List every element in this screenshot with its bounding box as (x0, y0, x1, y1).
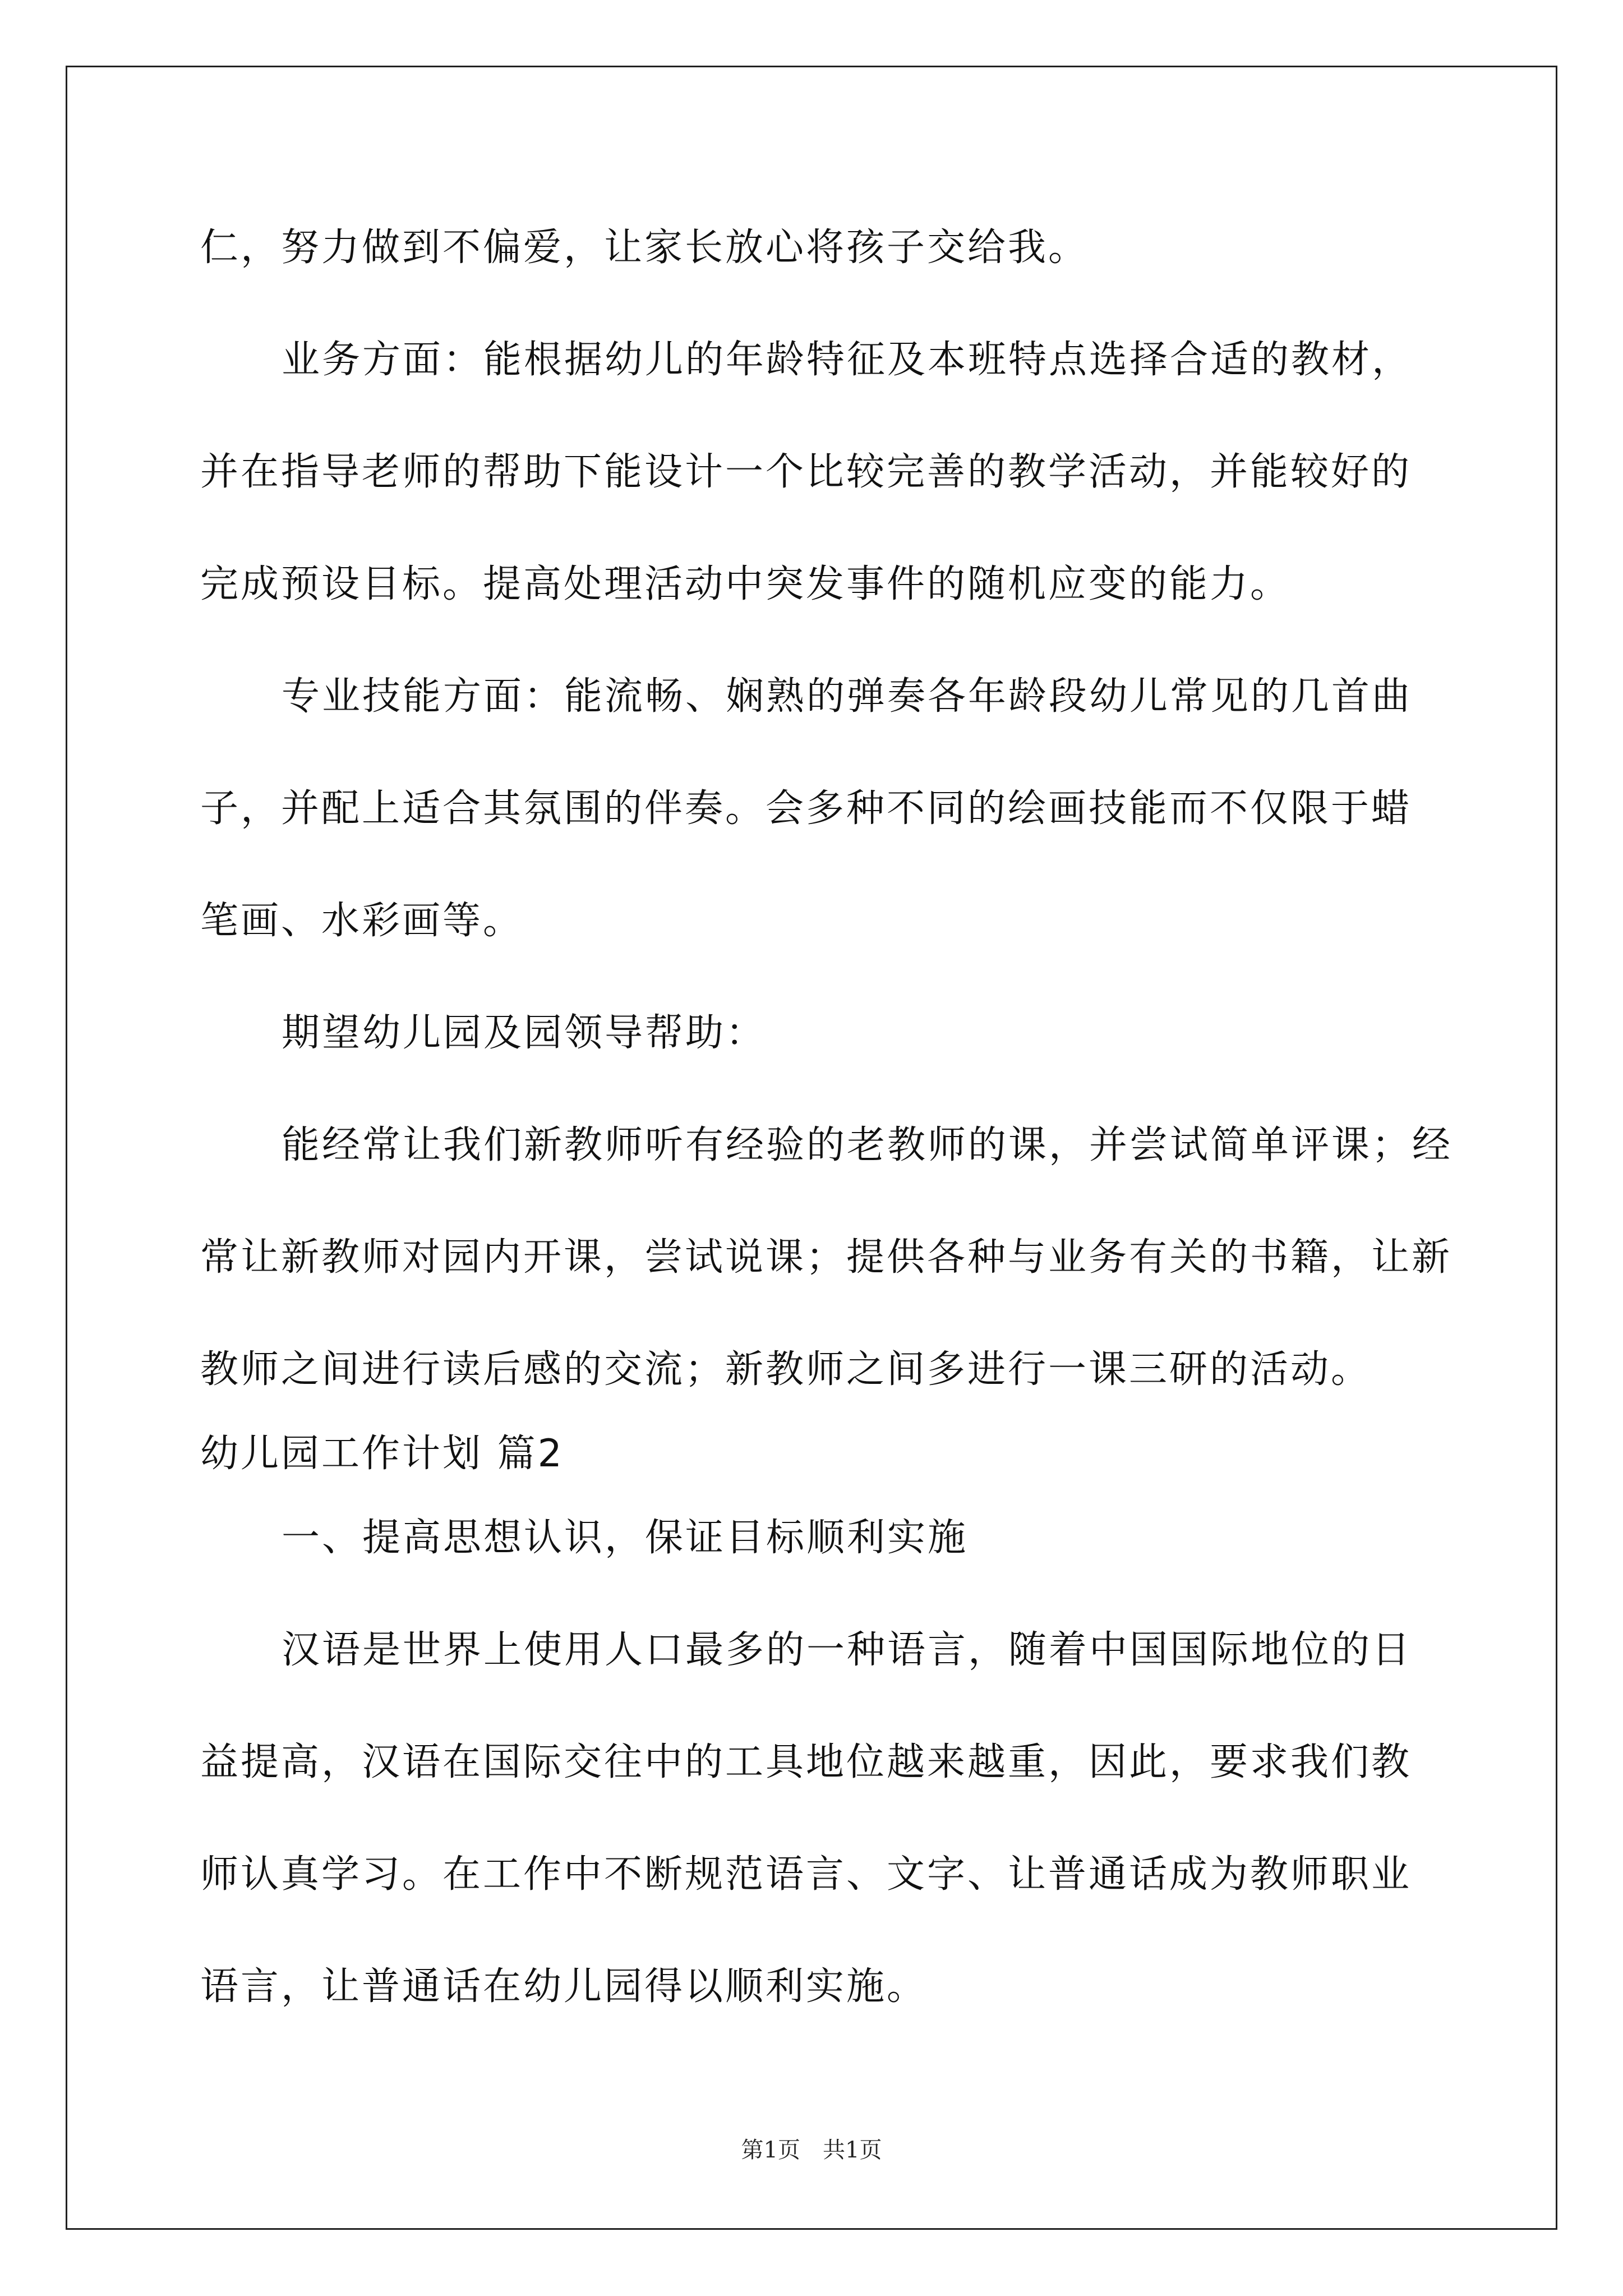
paragraph-line: 专业技能方面：能流畅、娴熟的弹奏各年龄段幼儿常见的几首曲 (282, 674, 1413, 719)
paragraph-line: 汉语是世界上使用人口最多的一种语言，随着中国国际地位的日 (282, 1628, 1413, 1672)
paragraph-line: 常让新教师对园内开课，尝试说课；提供各种与业务有关的书籍，让新 (200, 1235, 1453, 1280)
paragraph-line: 子，并配上适合其氛围的伴奏。会多种不同的绘画技能而不仅限于蜡 (200, 786, 1412, 831)
paragraph-line: 期望幼儿园及园领导帮助： (282, 1011, 767, 1055)
paragraph-line: 笔画、水彩画等。 (200, 899, 524, 943)
paragraph-line: 并在指导老师的帮助下能设计一个比较完善的教学活动，并能较好的 (200, 450, 1412, 494)
paragraph-line: 教师之间进行读后感的交流；新教师之间多进行一课三研的活动。 (200, 1347, 1372, 1392)
section-heading: 幼儿园工作计划 篇2 (200, 1432, 564, 1476)
paragraph-line: 益提高，汉语在国际交往中的工具地位越来越重，因此，要求我们教 (200, 1740, 1412, 1784)
paragraph-line: 完成预设目标。提高处理活动中突发事件的随机应变的能力。 (200, 562, 1291, 606)
paragraph-line: 师认真学习。在工作中不断规范语言、文字、让普通话成为教师职业 (200, 1852, 1412, 1897)
paragraph-line: 语言，让普通话在幼儿园得以顺利实施。 (200, 1964, 928, 2009)
paragraph-line: 仁，努力做到不偏爱，让家长放心将孩子交给我。 (200, 226, 1089, 270)
paragraph-line: 业务方面：能根据幼儿的年龄特征及本班特点选择合适的教材， (282, 338, 1413, 382)
page-number-footer: 第1页 共1页 (741, 2137, 882, 2163)
subheading: 一、提高思想认识，保证目标顺利实施 (282, 1516, 969, 1560)
paragraph-line: 能经常让我们新教师听有经验的老教师的课，并尝试简单评课；经 (282, 1123, 1453, 1167)
